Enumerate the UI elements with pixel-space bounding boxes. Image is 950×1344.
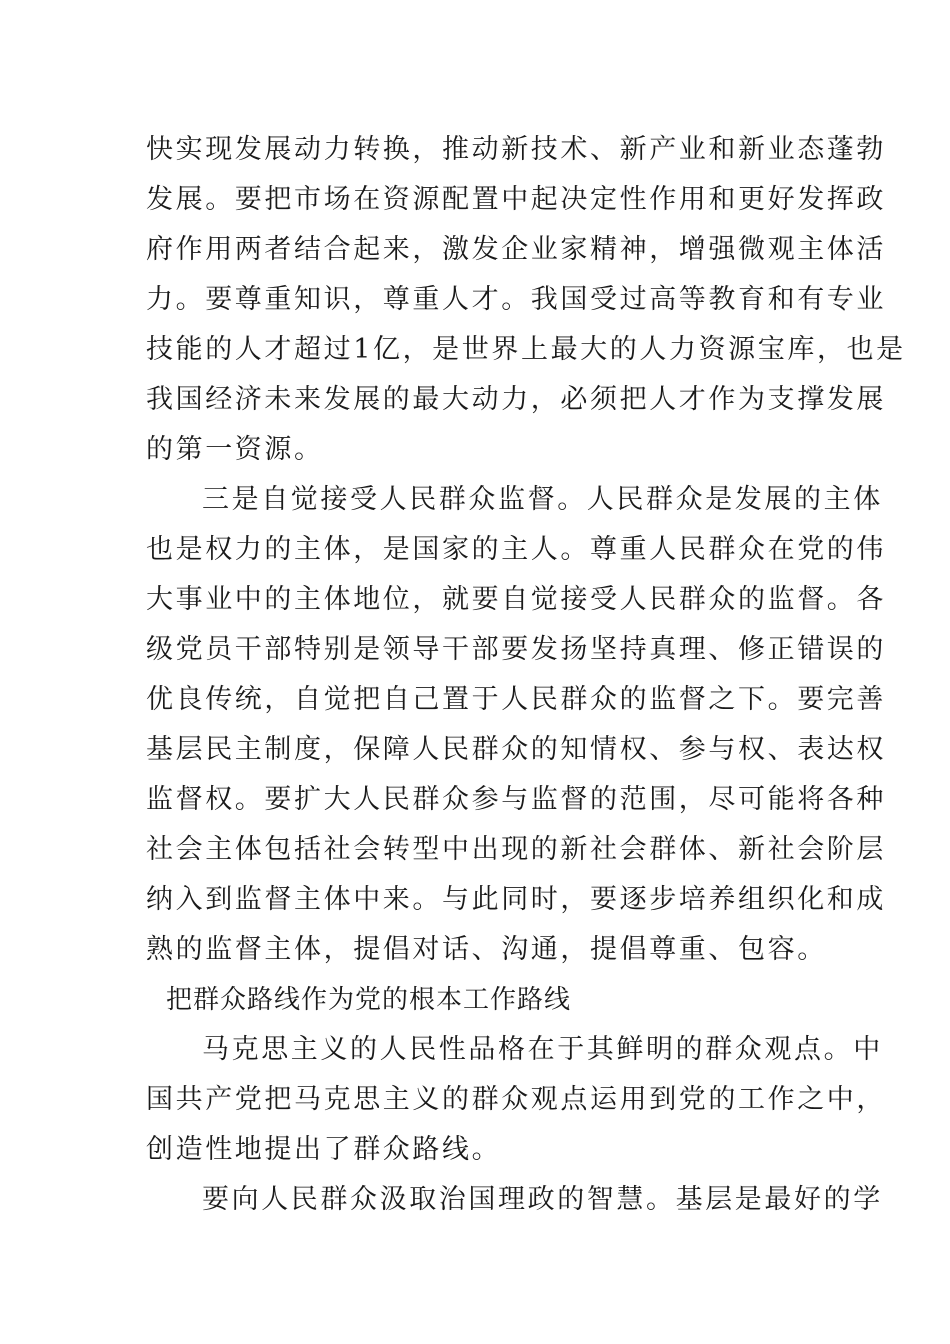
text-line: 优良传统，自觉把自己置于人民群众的监督之下。要完善 bbox=[146, 684, 886, 715]
document-body bbox=[146, 125, 906, 1225]
text-line: 创造性地提出了群众路线。 bbox=[146, 1134, 502, 1165]
paragraph-start-line: 要向人民群众汲取治国理政的智慧。基层是最好的学 bbox=[202, 1184, 883, 1215]
text-line: 发展。要把市场在资源配置中起决定性作用和更好发挥政 bbox=[146, 184, 886, 215]
text-line: 国共产党把马克思主义的群众观点运用到党的工作之中， bbox=[146, 1084, 886, 1115]
text-line: 监督权。要扩大人民群众参与监督的范围，尽可能将各种 bbox=[146, 784, 886, 815]
text-line: 我国经济未来发展的最大动力，必须把人才作为支撑发展 bbox=[146, 384, 886, 415]
text-line: 级党员干部特别是领导干部要发扬坚持真理、修正错误的 bbox=[146, 634, 886, 665]
text-line: 力。要尊重知识，尊重人才。我国受过高等教育和有专业 bbox=[146, 284, 886, 315]
text-line: 社会主体包括社会转型中出现的新社会群体、新社会阶层 bbox=[146, 834, 886, 865]
text-line: 基层民主制度，保障人民群众的知情权、参与权、表达权 bbox=[146, 734, 886, 765]
section-heading: 把群众路线作为党的根本工作路线 bbox=[166, 985, 572, 1015]
text-line: 技能的人才超过1亿，是世界上最大的人力资源宝库，也是 bbox=[146, 334, 906, 365]
paragraph-start-line: 马克思主义的人民性品格在于其鲜明的群众观点。中 bbox=[202, 1034, 883, 1065]
text-line: 纳入到监督主体中来。与此同时，要逐步培养组织化和成 bbox=[146, 884, 886, 915]
text-line: 大事业中的主体地位，就要自觉接受人民群众的监督。各 bbox=[146, 584, 886, 615]
text-line: 府作用两者结合起来，激发企业家精神，增强微观主体活 bbox=[146, 234, 886, 265]
text-line: 熟的监督主体，提倡对话、沟通，提倡尊重、包容。 bbox=[146, 934, 827, 965]
text-line: 的第一资源。 bbox=[146, 434, 324, 465]
text-line: 也是权力的主体，是国家的主人。尊重人民群众在党的伟 bbox=[146, 534, 886, 565]
paragraph-start-line: 三是自觉接受人民群众监督。人民群众是发展的主体 bbox=[202, 484, 883, 515]
text-line: 快实现发展动力转换，推动新技术、新产业和新业态蓬勃 bbox=[146, 134, 886, 165]
